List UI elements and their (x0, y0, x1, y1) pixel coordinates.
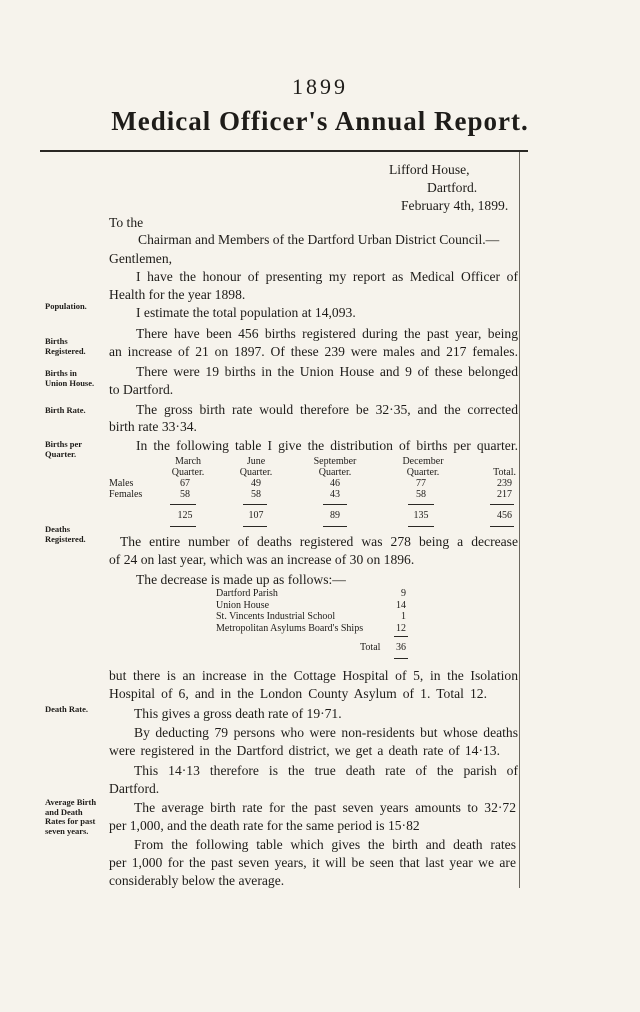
decrease-row-value: 1 (401, 611, 406, 622)
report-year: 1899 (292, 74, 348, 99)
rule-march-bottom (170, 526, 196, 527)
header-march: March (174, 456, 202, 467)
females-december: 58 (416, 489, 426, 500)
rule-june-top (243, 504, 267, 505)
rule-september-top (323, 504, 347, 505)
paragraph-average-line1: The average birth rate for the past seven years amounts to 32·72 (134, 800, 516, 815)
report-title: Medical Officer's Annual Report. (111, 106, 529, 136)
paragraph-deducting-line2: were registered in the Dartford district, we get a death rate of 14·13. (109, 743, 500, 758)
row-males-label: Males (109, 478, 134, 489)
females-june: 58 (251, 489, 261, 500)
decrease-row-label: Metropolitan Asylums Board's Ships (216, 622, 364, 634)
decrease-row-value: 9 (401, 588, 406, 599)
paragraph-intro-line2: Health for the year 1898. (109, 287, 246, 302)
paragraph-deducting-line1: By deducting 79 persons who were non-residents but whose deaths (134, 725, 518, 740)
paragraph-true-rate-line1: This 14·13 therefore is the true death rate of the parish of (134, 763, 518, 778)
row-females-label: Females (109, 489, 143, 500)
paragraph-population: I estimate the total population at 14,093. (136, 305, 356, 320)
margin-note-death-rate: Death Rate. (45, 704, 88, 714)
decrease-rule-top (394, 636, 408, 637)
header-september-quarter: Quarter. (318, 467, 352, 478)
males-september: 46 (330, 478, 340, 489)
paragraph-union-line1: There were 19 births in the Union House and 9 of these belonged (136, 364, 518, 379)
paragraph-intro-line1: I have the honour of presenting my report as Medical Officer of (136, 269, 518, 284)
paragraph-increase-line2: Hospital of 6, and in the London County Asylum of 1. Total 12. (109, 686, 487, 701)
paragraph-true-rate-line2: Dartford. (109, 781, 160, 796)
rule-september-bottom (323, 526, 347, 527)
address-date: February 4th, 1899. (401, 198, 509, 213)
salutation-to: To the (109, 215, 144, 230)
header-december: December (402, 456, 444, 467)
total-june: 107 (248, 510, 264, 521)
paragraph-following-line1: From the following table which gives the birth and death rates (134, 837, 516, 852)
females-march: 58 (180, 489, 190, 500)
paragraph-birth-rate-line2: birth rate 33·34. (109, 419, 197, 434)
rule-december-top (408, 504, 434, 505)
margin-note-births-quarter: Births per Quarter. (45, 439, 83, 459)
decrease-row-value: 12 (396, 622, 406, 634)
total-september: 89 (330, 510, 340, 521)
paragraph-quarter-intro: In the following table I give the distribution of births per quarter. (136, 438, 518, 453)
header-total: Total. (493, 467, 516, 478)
header-rule (40, 150, 528, 152)
males-march: 67 (180, 478, 190, 489)
total-all: 456 (497, 510, 512, 521)
decrease-row-label: St. Vincents Industrial School (216, 611, 336, 622)
paragraph-births-line1: There have been 456 births registered during the past year, being (136, 326, 518, 341)
margin-note-population: Population. (45, 301, 87, 311)
decrease-rule-bottom (394, 658, 408, 659)
paragraph-decrease-intro: The decrease is made up as follows:— (136, 572, 346, 587)
rule-march-top (170, 504, 196, 505)
paragraph-deaths-line2: of 24 on last year, which was an increase of 30 on 1896. (109, 552, 415, 567)
margin-note-births-union: Births in Union House. (45, 368, 95, 388)
paragraph-gross-death-rate: This gives a gross death rate of 19·71. (134, 706, 342, 721)
address-line-2: Dartford. (427, 180, 478, 195)
paragraph-following-line2: per 1,000 for the past seven years, it will be seen that last year we are (109, 855, 516, 870)
decrease-row-value: 14 (396, 599, 406, 611)
address-line-1: Lifford House, (389, 162, 470, 177)
paragraph-increase-line1: but there is an increase in the Cottage Hospital of 5, in the Isolation (109, 668, 518, 683)
males-december: 77 (416, 478, 426, 489)
decrease-total-value: 36 (396, 642, 406, 653)
males-total: 239 (497, 478, 512, 489)
females-september: 43 (330, 489, 340, 500)
rule-june-bottom (243, 526, 267, 527)
header-june-quarter: Quarter. (239, 467, 273, 478)
decrease-row-label: Union House (216, 599, 270, 611)
females-total: 217 (497, 489, 512, 500)
paragraph-average-line2: per 1,000, and the death rate for the same period is 15·82 (109, 818, 420, 833)
males-june: 49 (251, 478, 261, 489)
paragraph-birth-rate-line1: The gross birth rate would therefore be 32·35, and the corrected (136, 402, 518, 417)
margin-note-deaths-registered: Deaths Registered. (45, 524, 86, 544)
salutation-gentlemen: Gentlemen, (109, 251, 173, 266)
header-september: September (313, 456, 357, 467)
header-june: June (246, 456, 266, 467)
margin-note-average-rates: Average Birth and Death Rates for past seven years. (45, 797, 97, 836)
header-march-quarter: Quarter. (171, 467, 205, 478)
decrease-total-label: Total (360, 642, 381, 653)
salutation-chairman: Chairman and Members of the Dartford Urban District Council.— (138, 232, 500, 247)
rule-december-bottom (408, 526, 434, 527)
total-march: 125 (177, 510, 193, 521)
decrease-row-label: Dartford Parish (216, 588, 278, 599)
rule-total-top (490, 504, 514, 505)
paragraph-union-line2: to Dartford. (109, 382, 174, 397)
paragraph-following-line3: considerably below the average. (109, 873, 285, 888)
total-december: 135 (413, 510, 429, 521)
paragraph-births-line2: an increase of 21 on 1897. Of these 239 were males and 217 females. (109, 344, 518, 359)
header-december-quarter: Quarter. (406, 467, 440, 478)
rule-total-bottom (490, 526, 514, 527)
margin-note-birth-rate: Birth Rate. (45, 405, 86, 415)
paragraph-deaths-line1: The entire number of deaths registered was 278 being a decrease (120, 534, 518, 549)
margin-note-births-registered: Births Registered. (45, 336, 86, 356)
right-margin-line (519, 152, 520, 888)
